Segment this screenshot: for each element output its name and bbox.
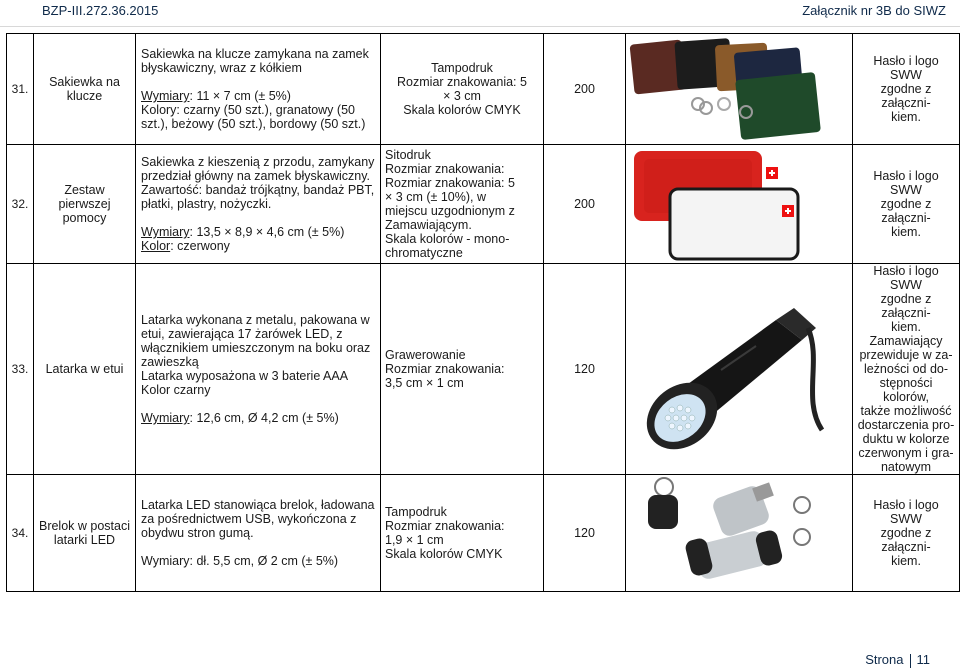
attachment-label: Załącznik nr 3B do SIWZ bbox=[802, 3, 946, 18]
spec-dimensions: Wymiary: 11 × 7 cm (± 5%) bbox=[141, 89, 291, 103]
row-number: 33. bbox=[7, 264, 34, 475]
spec-color: Kolor: czerwony bbox=[141, 239, 230, 253]
row-number: 34. bbox=[7, 475, 34, 592]
product-spec bbox=[136, 34, 381, 145]
spec-description: Sakiewka na klucze zamykana na zamek błyskawiczny, wraz z kółkiem bbox=[141, 47, 369, 75]
document-reference: BZP-III.272.36.2015 bbox=[42, 3, 159, 18]
page-number: 11 bbox=[916, 652, 930, 667]
row-number: 32. bbox=[7, 145, 34, 264]
quantity: 120 bbox=[544, 264, 626, 475]
marking-method: Sitodruk Rozmiar znakowania: Rozmiar znakowania: 5 × 3 cm (± 10%), w miejscu uzgodnionym z Zamawiającym. Skala kolorów - mono- chromatyczne bbox=[381, 145, 544, 264]
marking-method: Tampodruk Rozmiar znakowania: 1,9 × 1 cm Skala kolorów CMYK bbox=[381, 475, 544, 592]
marking-method: Grawerowanie Rozmiar znakowania: 3,5 cm × 1 cm bbox=[381, 264, 544, 475]
product-name: Zestaw pierwszej pomocy bbox=[34, 145, 136, 264]
key-pouch-image bbox=[630, 38, 821, 140]
product-image-key-pouches bbox=[626, 34, 853, 145]
spec-content: Zawartość: bandaż trójkątny, bandaż PBT, płatki, plastry, nożyczki. bbox=[141, 183, 375, 211]
notes: Hasło i logo SWW zgodne z załączni- kiem. Zamawiający przewiduje w za- leżności od do- stępności kolorów, także możliwość dostarczenia pro- duktu w kolorze czerwonym i gra- natowym bbox=[853, 264, 960, 475]
product-name: Sakiewka na klucze bbox=[34, 34, 136, 145]
product-image-led-keychain bbox=[626, 475, 853, 592]
notes: Hasło i logo SWW zgodne z załączni- kiem. bbox=[853, 475, 960, 592]
page-label: Strona bbox=[865, 652, 904, 667]
product-image-first-aid-kit bbox=[626, 145, 853, 264]
product-spec bbox=[136, 264, 381, 475]
row-number: 31. bbox=[7, 34, 34, 145]
spec-dimensions: Wymiary: 13,5 × 8,9 × 4,6 cm (± 5%) bbox=[141, 225, 345, 239]
page-footer bbox=[865, 652, 930, 668]
product-table bbox=[6, 33, 960, 592]
spec-color: Kolor czarny bbox=[141, 383, 211, 397]
spec-dimensions: Wymiary: 12,6 cm, Ø 4,2 cm (± 5%) bbox=[141, 411, 339, 425]
spec-colors: Kolory: czarny (50 szt.), granatowy (50 szt.), beżowy (50 szt.), bordowy (50 szt.) bbox=[141, 103, 366, 131]
product-name: Latarka w etui bbox=[34, 264, 136, 475]
header-divider bbox=[0, 26, 960, 27]
table-row bbox=[7, 264, 960, 475]
spec-dimensions: Wymiary: dł. 5,5 cm, Ø 2 cm (± 5%) bbox=[141, 554, 339, 568]
led-keychain-image bbox=[648, 478, 810, 581]
product-spec bbox=[136, 145, 381, 264]
quantity: 200 bbox=[544, 145, 626, 264]
product-name: Brelok w postaci latarki LED bbox=[34, 475, 136, 592]
notes: Hasło i logo SWW zgodne z załączni- kiem. bbox=[853, 34, 960, 145]
table-row bbox=[7, 145, 960, 264]
quantity: 200 bbox=[544, 34, 626, 145]
product-spec bbox=[136, 475, 381, 592]
quantity: 120 bbox=[544, 475, 626, 592]
spec-description: Latarka wykonana z metalu, pakowana w etui, zawierająca 17 żarówek LED, z włącznikiem umieszczonym na boku oraz zawieszką bbox=[141, 313, 371, 369]
spec-description: Sakiewka z kieszenią z przodu, zamykany przedział główny na zamek błyskawiczny. bbox=[141, 155, 375, 183]
table-row bbox=[7, 34, 960, 145]
product-image-flashlight bbox=[626, 264, 853, 475]
spec-batteries: Latarka wyposażona w 3 baterie AAA bbox=[141, 369, 349, 383]
first-aid-kit-image bbox=[634, 151, 798, 259]
marking-method: Tampodruk Rozmiar znakowania: 5 × 3 cm Skala kolorów CMYK bbox=[381, 34, 544, 145]
spec-description: Latarka LED stanowiąca brelok, ładowana za pośrednictwem USB, wykończona z obydwu stron gumą. bbox=[141, 498, 375, 540]
flashlight-image bbox=[634, 308, 822, 458]
notes: Hasło i logo SWW zgodne z załączni- kiem. bbox=[853, 145, 960, 264]
table-row bbox=[7, 475, 960, 592]
